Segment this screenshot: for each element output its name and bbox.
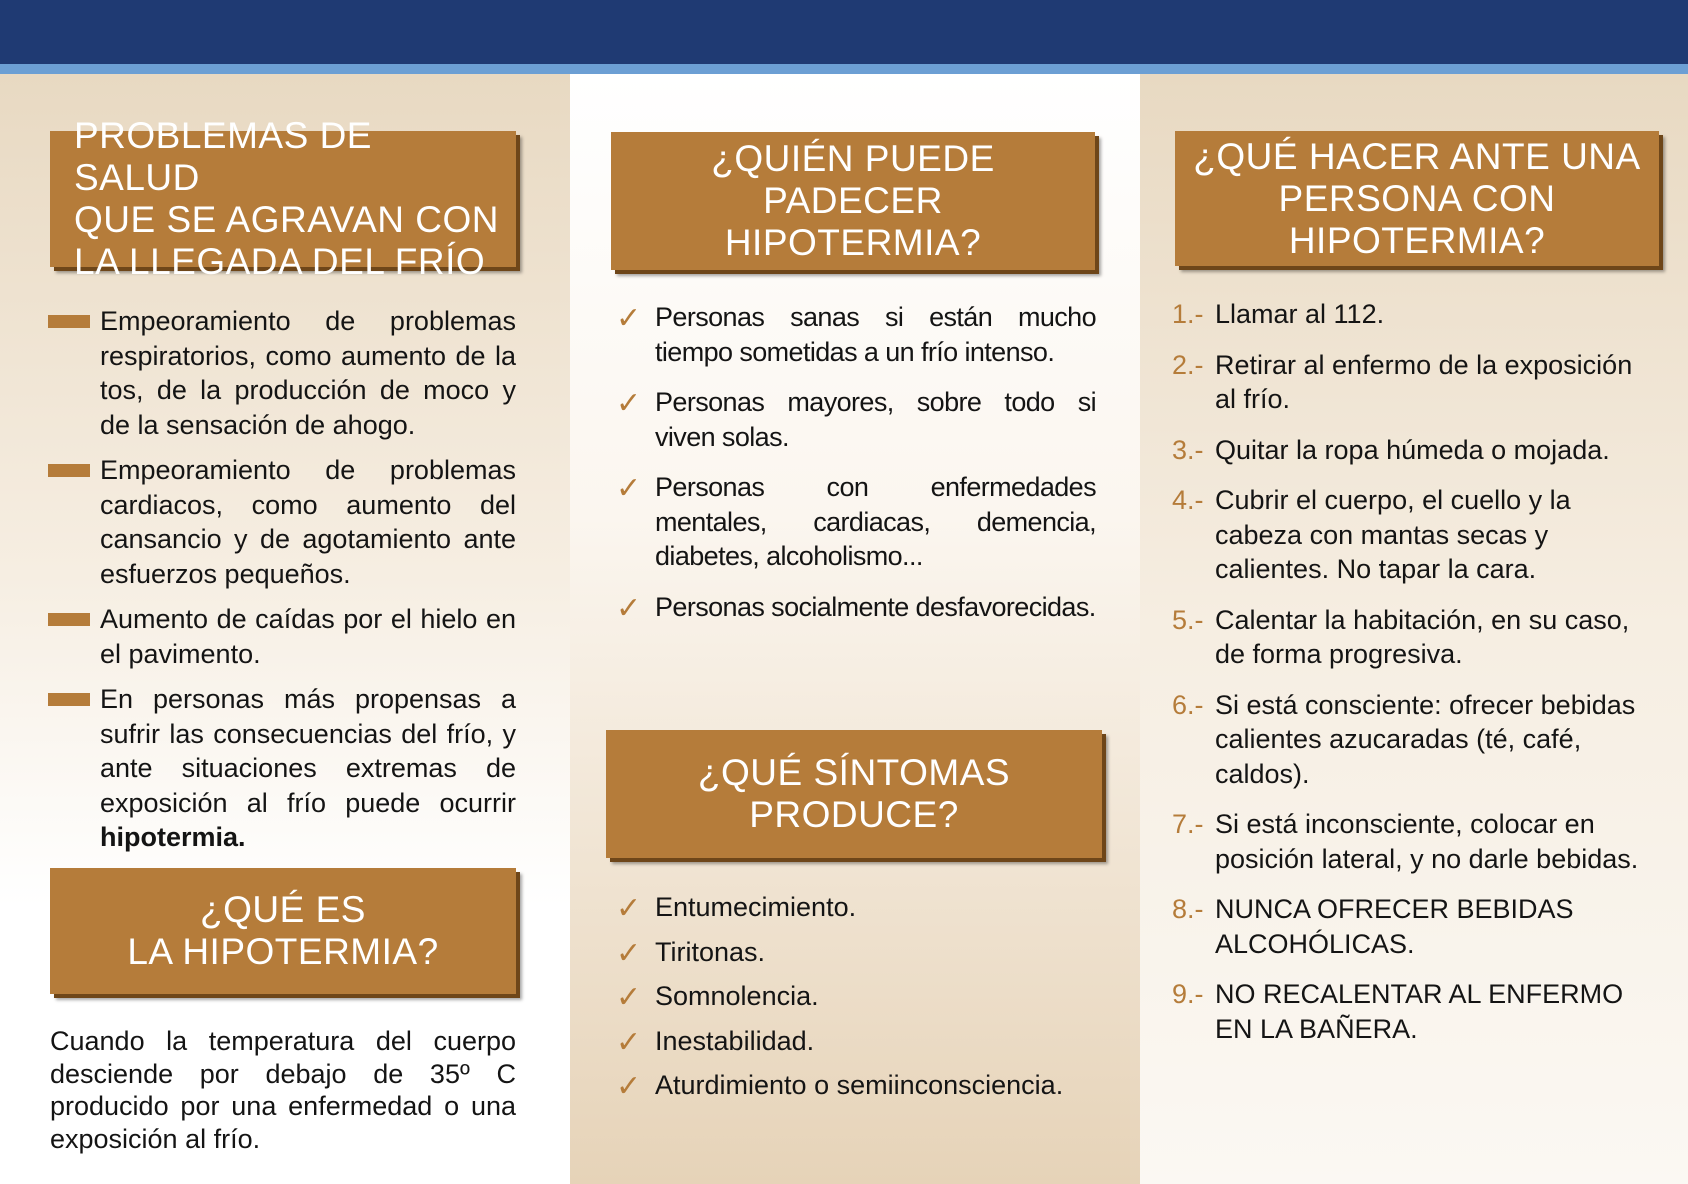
problem-text: Aumento de caídas por el hielo en el pavimento. xyxy=(100,604,516,669)
heading-what-to-do: ¿QUÉ HACER ANTE UNA PERSONA CON HIPOTERMIA? xyxy=(1175,131,1659,266)
step-number: 8.- xyxy=(1172,894,1204,924)
step-text: Retirar al enfermo de la exposición al frío. xyxy=(1215,349,1633,414)
problem-text: Empeoramiento de problemas respiratorios, como aumento de la tos, de la producción de moco y de la sensación de ahogo. xyxy=(100,306,516,440)
bullet-square-icon xyxy=(48,613,90,626)
step-text: Si está consciente: ofrecer bebidas calientes azucaradas (té, café, caldos). xyxy=(1215,689,1636,789)
step-text: Quitar la ropa húmeda o mojada. xyxy=(1215,434,1610,465)
step-number: 7.- xyxy=(1172,809,1204,839)
problems-list xyxy=(48,304,516,866)
checkmark-icon: ✓ xyxy=(616,471,642,506)
step-text: NUNCA OFRECER BEBIDAS ALCOHÓLICAS. xyxy=(1215,894,1574,959)
list-item xyxy=(1172,348,1660,417)
checkmark-icon: ✓ xyxy=(616,1024,642,1060)
list-item xyxy=(612,890,1096,925)
list-item xyxy=(1172,297,1660,332)
list-item xyxy=(612,470,1096,574)
step-text: Si está inconsciente, colocar en posición lateral, y no darle bebidas. xyxy=(1215,809,1639,874)
list-item xyxy=(612,300,1096,369)
symptom-text: Aturdimiento o semiinconsciencia. xyxy=(655,1070,1064,1100)
heading-health-problems: PROBLEMAS DE SALUD QUE SE AGRAVAN CON LA LLEGADA DEL FRÍO xyxy=(50,131,516,267)
step-number: 6.- xyxy=(1172,689,1204,720)
list-item xyxy=(1172,433,1660,468)
heading-symptoms: ¿QUÉ SÍNTOMAS PRODUCE? xyxy=(606,730,1102,858)
symptom-text: Somnolencia. xyxy=(655,981,819,1011)
list-item xyxy=(612,590,1096,625)
symptom-text: Tiritonas. xyxy=(655,936,766,967)
step-number: 4.- xyxy=(1172,485,1204,515)
top-accent-stripe xyxy=(0,64,1688,74)
symptoms-list xyxy=(612,890,1096,1113)
at-risk-text: Personas sanas si están mucho tiempo sometidas a un frío intenso. xyxy=(655,302,1096,367)
problem-text: En personas más propensas a sufrir las consecuencias del frío, y ante situaciones extremas de exposición al frío puede ocurrir xyxy=(100,684,516,818)
symptom-text: Entumecimiento. xyxy=(655,892,857,922)
checkmark-icon: ✓ xyxy=(616,301,642,336)
list-item xyxy=(1172,603,1660,672)
step-text: NO RECALENTAR AL ENFERMO EN LA BAÑERA. xyxy=(1215,979,1624,1044)
list-item xyxy=(48,453,516,591)
checkmark-icon: ✓ xyxy=(616,386,642,421)
checkmark-icon: ✓ xyxy=(616,935,642,971)
list-item xyxy=(612,1068,1096,1103)
hypothermia-definition: Cuando la temperatura del cuerpo desciende por debajo de 35º C producido por una enfermedad o una exposición al frío. xyxy=(50,1026,516,1154)
list-item xyxy=(48,682,516,855)
bullet-square-icon xyxy=(48,315,90,328)
at-risk-text: Personas socialmente desfavorecidas. xyxy=(655,591,1096,622)
step-number: 5.- xyxy=(1172,604,1204,635)
list-item xyxy=(1172,807,1660,876)
step-number: 3.- xyxy=(1172,434,1204,465)
list-item xyxy=(48,304,516,442)
at-risk-list xyxy=(612,300,1096,640)
checkmark-icon: ✓ xyxy=(616,980,642,1015)
list-item xyxy=(612,385,1096,454)
checkmark-icon: ✓ xyxy=(616,590,642,626)
heading-what-is-hypothermia: ¿QUÉ ES LA HIPOTERMIA? xyxy=(50,868,516,994)
top-header-bar xyxy=(0,0,1688,64)
bullet-square-icon xyxy=(48,693,90,706)
problem-text-bold: hipotermia. xyxy=(100,822,246,852)
list-item xyxy=(612,1024,1096,1059)
at-risk-text: Personas con enfermedades mentales, cardiacas, demencia, diabetes, alcoholismo... xyxy=(655,472,1096,571)
list-item xyxy=(48,602,516,671)
checkmark-icon: ✓ xyxy=(616,1069,642,1104)
list-item xyxy=(1172,483,1660,587)
symptom-text: Inestabilidad. xyxy=(655,1025,815,1056)
list-item xyxy=(612,979,1096,1014)
step-text: Calentar la habitación, en su caso, de forma progresiva. xyxy=(1215,604,1630,669)
step-number: 2.- xyxy=(1172,349,1204,380)
steps-list xyxy=(1172,297,1660,1062)
list-item xyxy=(1172,688,1660,792)
step-number: 9.- xyxy=(1172,979,1204,1009)
bullet-square-icon xyxy=(48,464,90,477)
list-item xyxy=(1172,977,1660,1046)
at-risk-text: Personas mayores, sobre todo si viven solas. xyxy=(655,387,1096,452)
list-item xyxy=(1172,892,1660,961)
heading-who-can-suffer: ¿QUIÉN PUEDE PADECER HIPOTERMIA? xyxy=(611,132,1095,270)
step-number: 1.- xyxy=(1172,299,1204,329)
checkmark-icon: ✓ xyxy=(616,891,642,926)
step-text: Llamar al 112. xyxy=(1215,299,1385,329)
list-item xyxy=(612,935,1096,970)
step-text: Cubrir el cuerpo, el cuello y la cabeza con mantas secas y calientes. No tapar la cara. xyxy=(1215,485,1571,584)
problem-text: Empeoramiento de problemas cardiacos, como aumento del cansancio y de agotamiento ante esfuerzos pequeños. xyxy=(100,455,516,589)
